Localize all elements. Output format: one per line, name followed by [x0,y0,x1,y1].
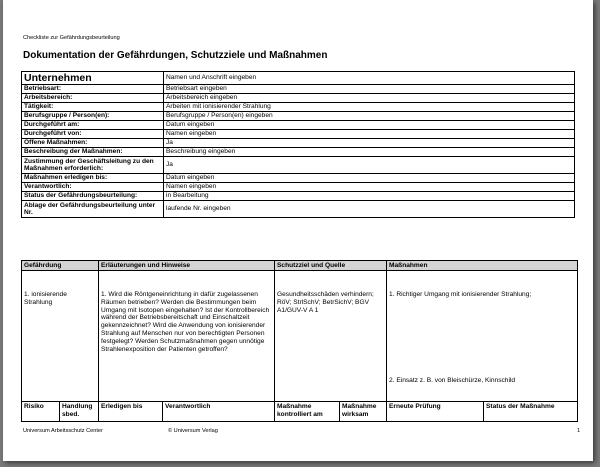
column-wirksam: Maßnahme wirksam [340,402,387,422]
info-row-ablage [22,201,575,218]
info-value[interactable]: Arbeitsbereich eingeben [164,94,575,103]
hazard-massnahmen-cell[interactable] [387,271,578,402]
document-page [3,0,593,461]
info-value[interactable]: Namen eingeben [164,130,575,139]
info-value[interactable]: in Bearbeitung [164,192,575,201]
column-header-massnahmen: Maßnahmen [387,261,578,271]
info-label: Verantwortlich: [22,183,164,192]
info-label: Arbeitsbereich: [22,94,164,103]
info-value[interactable]: Datum eingeben [164,174,575,183]
hazard-footer-row [22,402,578,422]
info-label: Durchgeführt von: [22,130,164,139]
column-kontrolliert-am: Maßnahme kontrolliert am [275,402,340,422]
column-header-gefaehrdung: Gefährdung [22,261,99,271]
info-label: Tätigkeit: [22,103,164,112]
info-value[interactable]: Ja [164,157,575,174]
info-label: Unternehmen [22,72,164,85]
info-label: Betriebsart: [22,85,164,94]
massnahme-item-2: 2. Einsatz z. B. von Bleischürze, Kinnschild [389,377,516,384]
document-subtitle: Checkliste zur Gefährdungsbeurteilung [23,35,120,41]
info-label: Maßnahmen erledigen bis: [22,174,164,183]
massnahme-item-1: 1. Richtiger Umgang mit ionisierender Strahlung; [389,291,532,298]
info-label: Durchgeführt am: [22,121,164,130]
hazard-gefaehrdung-cell[interactable]: 1. ionisierende Strahlung [22,271,99,402]
info-row [22,103,575,112]
info-value[interactable]: Arbeiten mit ionisierender Strahlung [164,103,575,112]
hazard-header-row [22,261,578,271]
info-label: Ablage der Gefährdungsbeurteilung unter Nr. [22,201,164,218]
column-erneute-pruefung: Erneute Prüfung [387,402,484,422]
info-row [22,183,575,192]
info-value[interactable]: Namen und Anschrift eingeben [164,72,575,85]
info-row [22,112,575,121]
info-label: Berufsgruppe / Person(en): [22,112,164,121]
info-label: Status der Gefährdungsbeurteilung: [22,192,164,201]
info-row [22,121,575,130]
info-value[interactable]: Betriebsart eingeben [164,85,575,94]
footer-page-number: 1 [577,428,581,434]
info-value[interactable]: Berufsgruppe / Person(en) eingeben [164,112,575,121]
info-value[interactable]: Namen eingeben [164,183,575,192]
hazard-erlaeuterungen-cell[interactable]: 1. Wird die Röntgeneinrichtung in dafür zugelassenen Räumen betrieben? Werden die Bestimmungen beim Umgang mit Isotopen eingehalten? Ist der Kontrollbereich während der Betriebsbereitschaft und Einschaltzeit gekennzeichnet? Wird die Anwendung von ionisierender Strahlung auf Menschen nur von berechtigten Personen festgelegt? Werden Schutzmaßnahmen gegen unnötige Strahlenexposition der Patienten getroffen? [99,271,275,402]
hazard-row [22,271,578,402]
info-row [22,85,575,94]
info-value[interactable]: Datum eingeben [164,121,575,130]
info-row [22,192,575,201]
column-header-schutzziel: Schutzziel und Quelle [275,261,387,271]
footer-publisher: Universum Arbeitsschutz Center [23,428,103,434]
info-row-unternehmen [22,72,575,85]
footer-copyright: © Universum Verlag [168,428,218,434]
info-label: Beschreibung der Maßnahmen: [22,148,164,157]
info-value[interactable]: laufende Nr. eingeben [164,201,575,218]
column-header-erlaeuterungen: Erläuterungen und Hinweise [99,261,275,271]
column-erledigen-bis: Erledigen bis [99,402,163,422]
hazard-table [21,260,578,422]
info-label: Zustimmung der Geschäftsleitung zu den Maßnahmen erforderlich: [22,157,164,174]
info-row-zustimmung [22,157,575,174]
info-row [22,130,575,139]
column-risiko: Risiko [22,402,60,422]
info-value[interactable]: Ja [164,139,575,148]
info-row [22,148,575,157]
info-label: Offene Maßnahmen: [22,139,164,148]
hazard-schutzziel-cell[interactable]: Gesundheitsschäden verhindern; RöV; StrlSchV; BetrSichV; BGV A1/GUV-V A 1 [275,271,387,402]
info-value[interactable]: Beschreibung eingeben [164,148,575,157]
info-row [22,174,575,183]
info-row [22,94,575,103]
column-status: Status der Maßnahme [484,402,578,422]
column-verantwortlich: Verantwortlich [163,402,275,422]
company-info-table [21,71,575,218]
document-title: Dokumentation der Gefährdungen, Schutzziele und Maßnahmen [23,50,328,61]
column-handlungsbedarf: Handlung sbed. [60,402,99,422]
info-row [22,139,575,148]
